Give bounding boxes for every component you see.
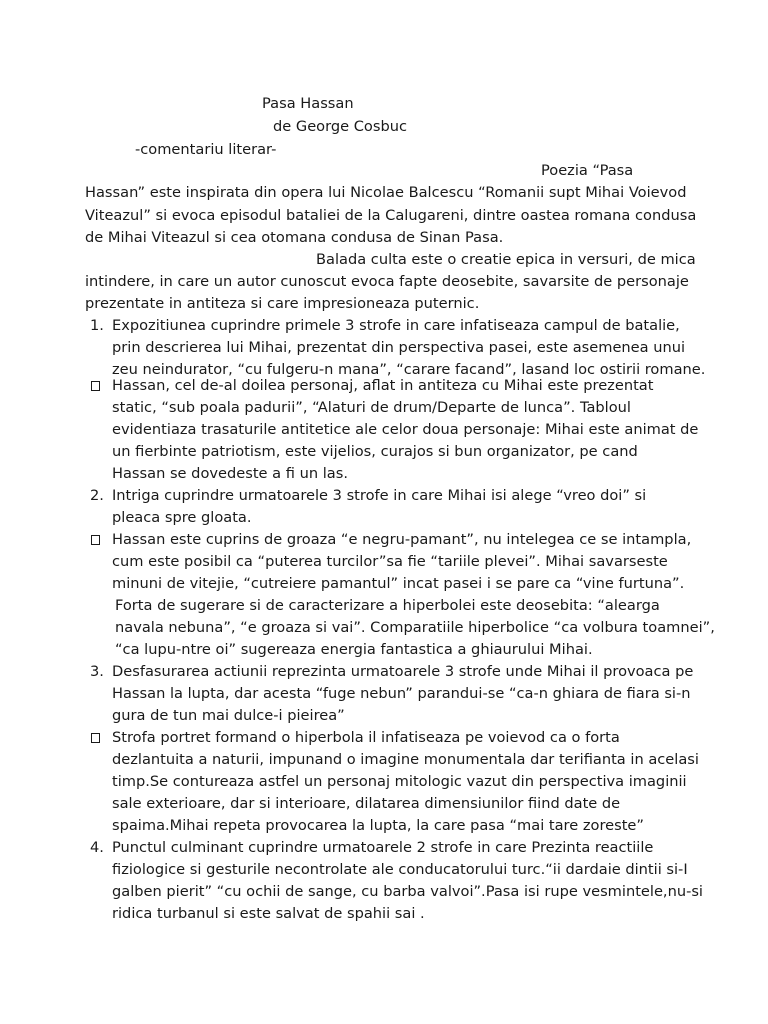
list-line: Punctul culminant cuprindre urmatoarele 2 strofe in care Prezinta reactiile — [112, 839, 654, 856]
intro-line: prezentate in antiteza si care impresioneaza puternic. — [85, 295, 480, 312]
list-line: Forta de sugerare si de caracterizare a hiperbolei este deosebita: “alearga — [115, 597, 660, 614]
list-line: Strofa portret formand o hiperbola il infatiseaza pe voievod ca o forta — [112, 729, 620, 746]
doc-subtitle: -comentariu literar- — [135, 141, 277, 158]
list-line: spaima.Mihai repeta provocarea la lupta, la care pasa “mai tare zoreste” — [112, 817, 644, 834]
intro-line: Poezia “Pasa — [541, 162, 634, 179]
list-line: minuni de vitejie, “cutreiere pamantul” incat pasei i se pare ca “vine furtuna”. — [112, 575, 685, 592]
doc-author: de George Cosbuc — [273, 118, 407, 135]
list-number: 1. — [90, 317, 104, 334]
bullet-box-icon — [91, 535, 100, 545]
intro-line: Hassan” este inspirata din opera lui Nicolae Balcescu “Romanii supt Mihai Voievod — [85, 184, 687, 201]
list-line: fiziologice si gesturile necontrolate ale conducatorului turc.“ii dardaie dintii si-I — [112, 861, 688, 878]
list-line: cum este posibil ca “puterea turcilor”sa fie “tariile plevei”. Mihai savarseste — [112, 553, 668, 570]
list-line: navala nebuna”, “e groaza si vai”. Comparatiile hiperbolice “ca volbura toamnei”, — [115, 619, 715, 636]
list-line: Hassan se dovedeste a fi un las. — [112, 465, 348, 482]
list-line: Hassan la lupta, dar acesta “fuge nebun” parandui-se “ca-n ghiara de fiara si-n — [112, 685, 691, 702]
list-line: static, “sub poala padurii”, “Alaturi de drum/Departe de lunca”. Tabloul — [112, 399, 631, 416]
list-line: Desfasurarea actiunii reprezinta urmatoarele 3 strofe unde Mihai il provoaca pe — [112, 663, 694, 680]
list-line: un fierbinte patriotism, este vijelios, curajos si bun organizator, pe cand — [112, 443, 638, 460]
bullet-box-icon — [91, 733, 100, 743]
list-line: Expozitiunea cuprindre primele 3 strofe in care infatiseaza campul de batalie, — [112, 317, 680, 334]
list-line: Intriga cuprindre urmatoarele 3 strofe in care Mihai isi alege “vreo doi” si — [112, 487, 647, 504]
list-number: 3. — [90, 663, 104, 680]
intro-line: de Mihai Viteazul si cea otomana condusa de Sinan Pasa. — [85, 229, 504, 246]
list-line: gura de tun mai dulce-i pieirea” — [112, 707, 345, 724]
list-line: Hassan, cel de-al doilea personaj, aflat in antiteza cu Mihai este prezentat — [112, 377, 654, 394]
doc-title: Pasa Hassan — [262, 95, 354, 112]
bullet-box-icon — [91, 381, 100, 391]
list-line: galben pierit” “cu ochii de sange, cu barba valvoi”.Pasa isi rupe vesmintele,nu-si — [112, 883, 703, 900]
list-line: dezlantuita a naturii, impunand o imagine monumentala dar terifianta in acelasi — [112, 751, 699, 768]
list-line: sale exterioare, dar si interioare, dilatarea dimensiunilor fiind date de — [112, 795, 621, 812]
list-line: pleaca spre gloata. — [112, 509, 252, 526]
intro-line: intindere, in care un autor cunoscut evoca fapte deosebite, savarsite de personaje — [85, 273, 689, 290]
list-number: 4. — [90, 839, 104, 856]
list-number: 2. — [90, 487, 104, 504]
intro-line: Balada culta este o creatie epica in versuri, de mica — [316, 251, 696, 268]
list-line: zeu neindurator, “cu fulgeru-n mana”, “carare facand”, lasand loc ostirii romane. — [112, 361, 706, 378]
list-line: Hassan este cuprins de groaza “e negru-pamant”, nu intelegea ce se intampla, — [112, 531, 692, 548]
list-line: ridica turbanul si este salvat de spahii sai . — [112, 905, 425, 922]
list-line: prin descrierea lui Mihai, prezentat din perspectiva pasei, este asemenea unui — [112, 339, 686, 356]
list-line: timp.Se contureaza astfel un personaj mitologic vazut din perspectiva imaginii — [112, 773, 687, 790]
list-line: evidentiaza trasaturile antitetice ale celor doua personaje: Mihai este animat de — [112, 421, 699, 438]
intro-line: Viteazul” si evoca episodul bataliei de la Calugareni, dintre oastea romana condusa — [85, 207, 697, 224]
list-line: “ca lupu-ntre oi” sugereaza energia fantastica a ghiaurului Mihai. — [115, 641, 593, 658]
